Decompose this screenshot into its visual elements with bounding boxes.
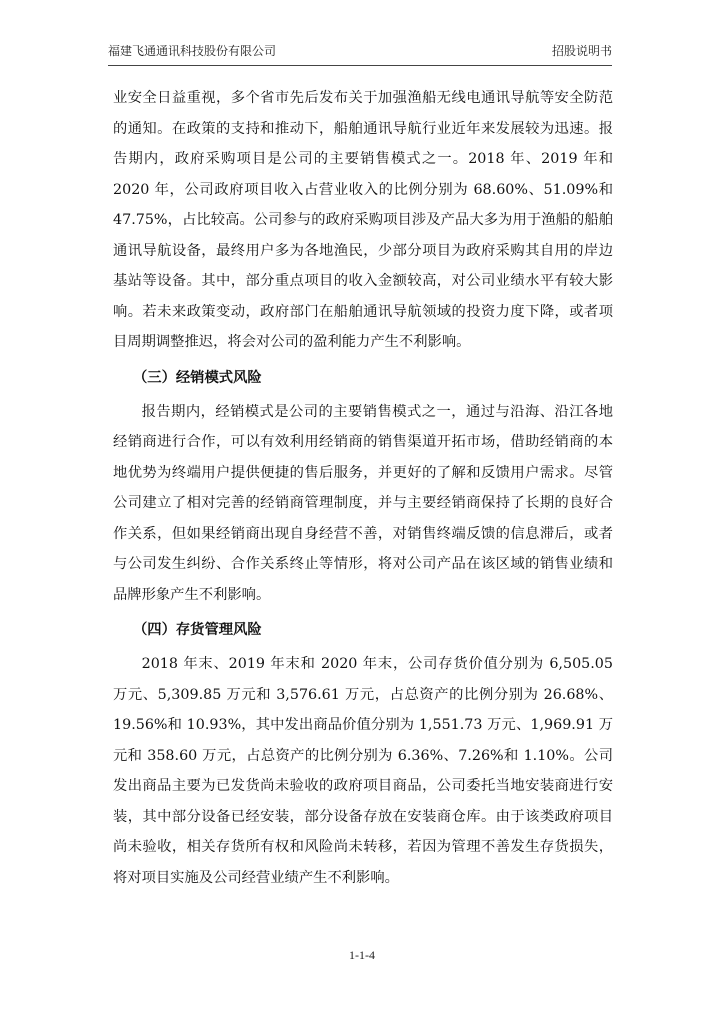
section-heading-inventory-risk: （四）存货管理风险 xyxy=(133,622,262,638)
paragraph-inventory-risk: 2018 年末、2019 年末和 2020 年末，公司存货价值分别为 6,505.05 万元、5,309.85 万元和 3,576.61 万元，占总资产的比例分别为 26.68%、19.56%和 10.93%，其中发出商品价值分别为 1,551.73 万元、1,969.91 万元和 358.60 万元，占总资产的比例分别为 6.36%、7.26%和 1.10%。公司发出商品主要为已发货尚未验收的政府项目商品，公司委托当地安装商进行安装，其中部分设备已经安装，部分设备存放在安装商仓库。由于该类政府项目尚未验收，相关存货所有权和风险尚未转移，若因为管理不善发生存货损失，将对项目实施及公司经营业绩产生不利影响。 xyxy=(113,656,613,886)
section-heading-distribution-risk: （三）经销模式风险 xyxy=(133,369,262,386)
header-document-title: 招股说明书 xyxy=(551,44,612,58)
paragraph-government-projects: 业安全日益重视，多个省市先后发布关于加强渔船无线电通讯导航等安全防范的通知。在政策的支持和推动下，船舶通讯导航行业近年来发展较为迅速。报告期内，政府采购项目是公司的主要销售模式之一。2018 年、2019 年和 2020 年，公司政府项目收入占营业收入的比例分别为 68.60%、51.09%和 47.75%，占比较高。公司参与的政府采购项目涉及产品大多为用于渔船的船舶通讯导航设备，最终用户多为各地渔民，少部分项目为政府采购其自用的岸边基站等设备。其中，部分重点项目的收入金额较高，对公司业绩水平有较大影响。若未来政策变动，政府部门在船舶通讯导航领域的投资力度下降，或者项目周期调整推迟，将会对公司的盈利能力产生不利影响。 xyxy=(113,90,613,350)
paragraph-distribution-risk: 报告期内，经销模式是公司的主要销售模式之一，通过与沿海、沿江各地经销商进行合作，可以有效利用经销商的销售渠道开拓市场，借助经销商的本地优势为终端用户提供便捷的售后服务，并更好的了解和反馈用户需求。尽管公司建立了相对完善的经销商管理制度，并与主要经销商保持了长期的良好合作关系，但如果经销商出现自身经营不善，对销售终端反馈的信息滞后，或者与公司发生纠纷、合作关系终止等情形，将对公司产品在该区域的销售业绩和品牌形象产生不利影响。 xyxy=(113,403,613,603)
document-body xyxy=(113,83,613,893)
page-number: 1-1-4 xyxy=(349,948,375,962)
header-company-name: 福建飞通通讯科技股份有限公司 xyxy=(108,44,277,58)
page-header xyxy=(108,42,612,62)
header-divider xyxy=(108,65,612,66)
